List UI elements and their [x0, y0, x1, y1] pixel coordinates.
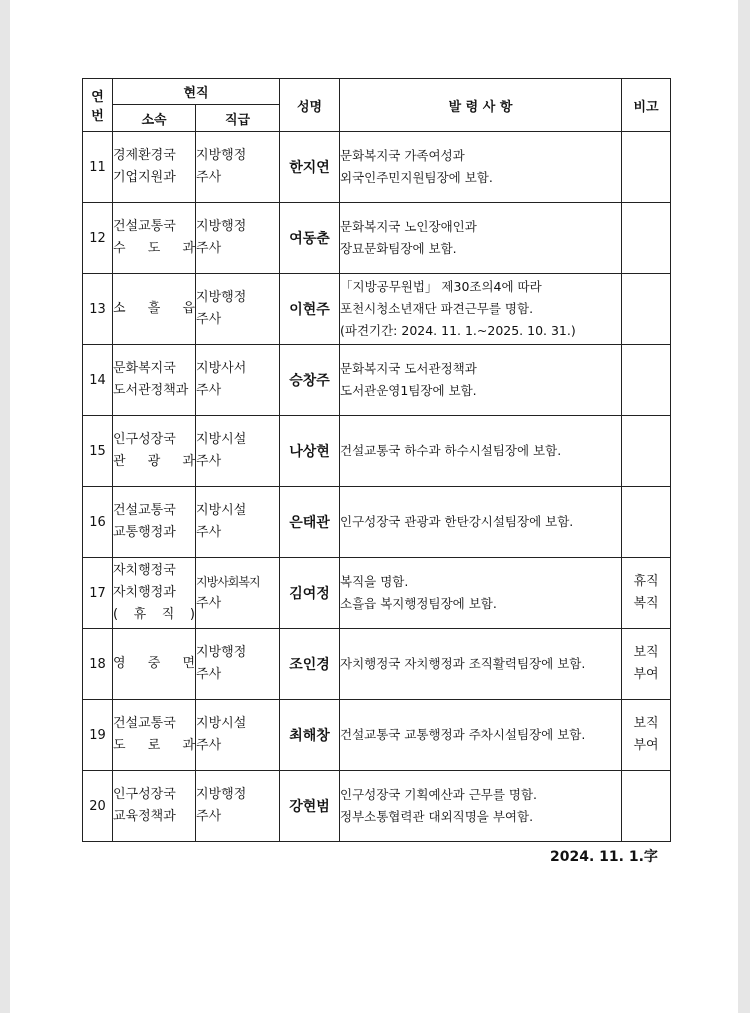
order-line: 외국인주민지원팀장에 보함. — [340, 170, 493, 185]
row-name: 이현주 — [280, 274, 340, 345]
order-line: 문화복지국 도서관정책과 — [340, 361, 477, 376]
row-name: 조인경 — [280, 629, 340, 700]
header-serial-top: 연 — [91, 90, 104, 105]
row-note — [622, 132, 671, 203]
row-name: 여동춘 — [280, 203, 340, 274]
rank-line: 주사 — [196, 454, 222, 469]
order-line: 복직을 명함. — [340, 574, 409, 589]
rank-line: 지방행정 — [196, 219, 247, 234]
rank-line: 지방행정 — [196, 148, 247, 163]
rank-line: 주사 — [196, 170, 222, 185]
order-line: 문화복지국 노인장애인과 — [340, 219, 477, 234]
row-department — [113, 700, 196, 771]
row-number: 16 — [83, 487, 113, 558]
rank-line: 주사 — [196, 241, 222, 256]
header-serial-bottom: 번 — [91, 109, 104, 124]
table-row — [83, 203, 671, 274]
department-line: 수 도 과 — [113, 241, 195, 256]
row-number: 13 — [83, 274, 113, 345]
note-line: 휴직 — [633, 574, 659, 589]
order-line: 소흘읍 복지행정팀장에 보함. — [340, 596, 497, 611]
row-note — [622, 487, 671, 558]
rank-line: 지방행정 — [196, 645, 247, 660]
row-number: 20 — [83, 771, 113, 842]
row-department — [113, 487, 196, 558]
header-department: 소속 — [113, 105, 196, 132]
rank-line: 주사 — [196, 383, 222, 398]
row-department — [113, 274, 196, 345]
header-order: 발 령 사 항 — [340, 79, 622, 132]
order-line: 정부소통협력관 대외직명을 부여함. — [340, 809, 534, 824]
table-row — [83, 487, 671, 558]
row-order — [340, 487, 622, 558]
department-line: 교육정책과 — [113, 809, 176, 824]
row-number: 17 — [83, 558, 113, 629]
department-line: 인구성장국 — [113, 787, 176, 802]
row-order — [340, 771, 622, 842]
personnel-order-table — [82, 78, 671, 842]
table-row — [83, 558, 671, 629]
row-note — [622, 771, 671, 842]
row-note — [622, 629, 671, 700]
header-note: 비고 — [622, 79, 671, 132]
row-department — [113, 203, 196, 274]
rank-line: 주사 — [196, 738, 222, 753]
row-department — [113, 771, 196, 842]
rank-line: 주사 — [196, 312, 222, 327]
row-order — [340, 203, 622, 274]
order-line: (파견기간: 2024. 11. 1.~2025. 10. 31.) — [340, 323, 576, 338]
row-name: 김여정 — [280, 558, 340, 629]
row-department — [113, 416, 196, 487]
table-row — [83, 700, 671, 771]
rank-line: 지방시설 — [196, 503, 247, 518]
table-row — [83, 629, 671, 700]
table-row — [83, 416, 671, 487]
row-note — [622, 558, 671, 629]
row-rank — [196, 558, 280, 629]
rank-line: 주사 — [196, 809, 222, 824]
row-note — [622, 203, 671, 274]
row-name: 최해창 — [280, 700, 340, 771]
note-line: 복직 — [633, 596, 659, 611]
order-line: 자치행정국 자치행정과 조직활력팀장에 보함. — [340, 656, 586, 671]
order-line: 「지방공무원법」 제30조의4에 따라 — [340, 279, 542, 294]
department-line: ( 휴 직 ) — [113, 607, 195, 622]
note-line: 부여 — [633, 738, 659, 753]
note-line: 보직 — [633, 716, 659, 731]
department-line: 관 광 과 — [113, 454, 195, 469]
rank-line: 지방시설 — [196, 432, 247, 447]
row-number: 11 — [83, 132, 113, 203]
order-line: 건설교통국 하수과 하수시설팀장에 보함. — [340, 443, 562, 458]
row-rank — [196, 345, 280, 416]
department-line: 건설교통국 — [113, 716, 176, 731]
row-department — [113, 558, 196, 629]
rank-line: 지방사회복지 — [196, 575, 260, 589]
row-department — [113, 629, 196, 700]
department-line: 교통행정과 — [113, 525, 176, 540]
row-order — [340, 700, 622, 771]
row-rank — [196, 629, 280, 700]
rank-line: 주사 — [196, 525, 222, 540]
row-rank — [196, 132, 280, 203]
department-line: 자치행정과 — [113, 585, 176, 600]
row-department — [113, 132, 196, 203]
department-line: 자치행정국 — [113, 563, 176, 578]
department-line: 건설교통국 — [113, 219, 176, 234]
row-order — [340, 345, 622, 416]
rank-line: 지방행정 — [196, 787, 247, 802]
row-rank — [196, 487, 280, 558]
header-current-position: 현직 — [113, 79, 280, 105]
department-line: 영 중 면 — [113, 656, 195, 671]
order-line: 인구성장국 관광과 한탄강시설팀장에 보함. — [340, 514, 574, 529]
row-order — [340, 416, 622, 487]
order-line: 도서관운영1팀장에 보함. — [340, 383, 477, 398]
order-line: 포천시청소년재단 파견근무를 명함. — [340, 301, 534, 316]
order-date: 2024. 11. 1.字 — [550, 849, 658, 865]
row-department — [113, 345, 196, 416]
row-order — [340, 274, 622, 345]
row-rank — [196, 203, 280, 274]
department-line: 건설교통국 — [113, 503, 176, 518]
header-name: 성명 — [280, 79, 340, 132]
order-line: 장묘문화팀장에 보함. — [340, 241, 457, 256]
row-number: 15 — [83, 416, 113, 487]
department-line: 소 흘 읍 — [113, 301, 195, 316]
row-order — [340, 629, 622, 700]
table-row — [83, 771, 671, 842]
row-number: 14 — [83, 345, 113, 416]
rank-line: 주사 — [196, 596, 222, 611]
note-line: 보직 — [633, 645, 659, 660]
row-order — [340, 558, 622, 629]
row-note — [622, 700, 671, 771]
document-page — [10, 0, 738, 1013]
header-serial-number — [83, 79, 113, 132]
header-rank: 직급 — [196, 105, 280, 132]
row-rank — [196, 700, 280, 771]
department-line: 경제환경국 — [113, 148, 176, 163]
row-number: 18 — [83, 629, 113, 700]
row-name: 승창주 — [280, 345, 340, 416]
row-name: 한지연 — [280, 132, 340, 203]
rank-line: 주사 — [196, 667, 222, 682]
row-note — [622, 345, 671, 416]
order-line: 문화복지국 가족여성과 — [340, 148, 465, 163]
table-row — [83, 274, 671, 345]
row-order — [340, 132, 622, 203]
department-line: 도 로 과 — [113, 738, 195, 753]
table-row — [83, 345, 671, 416]
rank-line: 지방행정 — [196, 290, 247, 305]
department-line: 기업지원과 — [113, 170, 176, 185]
table-row — [83, 132, 671, 203]
row-number: 19 — [83, 700, 113, 771]
row-number: 12 — [83, 203, 113, 274]
row-name: 나상현 — [280, 416, 340, 487]
note-line: 부여 — [633, 667, 659, 682]
row-rank — [196, 416, 280, 487]
department-line: 문화복지국 — [113, 361, 176, 376]
row-name: 강현범 — [280, 771, 340, 842]
row-note — [622, 274, 671, 345]
row-note — [622, 416, 671, 487]
table-body — [83, 132, 671, 842]
row-rank — [196, 771, 280, 842]
row-rank — [196, 274, 280, 345]
order-line: 건설교통국 교통행정과 주차시설팀장에 보함. — [340, 727, 586, 742]
department-line: 도서관정책과 — [113, 383, 189, 398]
row-name: 은태관 — [280, 487, 340, 558]
order-line: 인구성장국 기획예산과 근무를 명함. — [340, 787, 538, 802]
rank-line: 지방사서 — [196, 361, 247, 376]
department-line: 인구성장국 — [113, 432, 176, 447]
rank-line: 지방시설 — [196, 716, 247, 731]
